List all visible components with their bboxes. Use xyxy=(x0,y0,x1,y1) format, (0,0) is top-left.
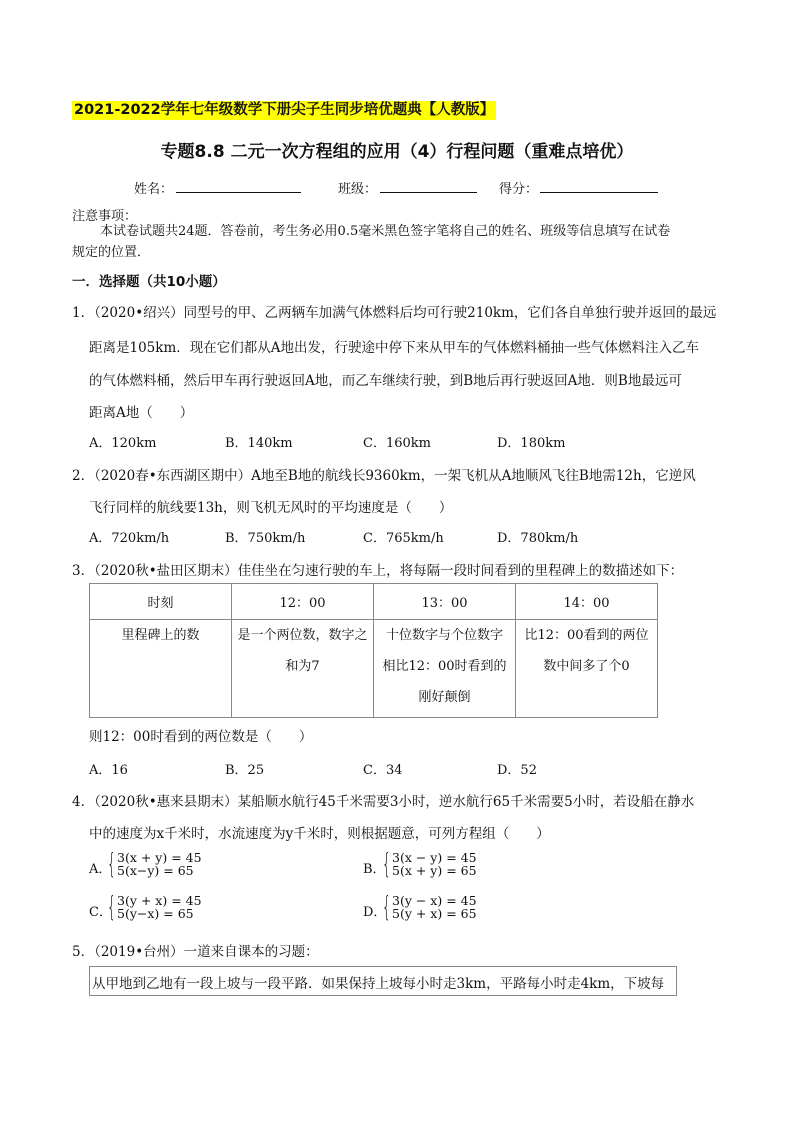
q3-option-b[interactable]: B．25 xyxy=(225,763,265,778)
q2-line-1: 2．（2020春•东西湖区期中）A地至B地的航线长9360km，一架飞机从A地顺风飞往B地需12h，它逆风 xyxy=(72,468,696,484)
q4-b-eq1: 3(x − y) = 45 xyxy=(392,850,477,865)
q2-option-b[interactable]: B．750km/h xyxy=(225,531,306,546)
notice-line-1: 本试卷试题共24题．答卷前，考生务必用0.5毫米黑色签字笔将自己的姓名、班级等信息填写在试卷 xyxy=(100,224,671,239)
q4-option-b[interactable]: B． xyxy=(363,862,386,877)
q1-option-c[interactable]: C．160km xyxy=(363,436,431,451)
q1-option-d[interactable]: D．180km xyxy=(497,436,566,451)
q1-line-2: 距离是105km．现在它们都从A地出发，行驶途中停下来从甲车的气体燃料桶抽一些气体燃料注入乙车 xyxy=(89,340,699,356)
cell-line: 是一个两位数，数字之 xyxy=(237,628,368,643)
q3-option-a[interactable]: A．16 xyxy=(89,763,128,778)
q3-ask: 则12：00时看到的两位数是（ ） xyxy=(89,729,313,745)
q4-a-eq1: 3(x + y) = 45 xyxy=(117,850,202,865)
q4-d-eq1: 3(y − x) = 45 xyxy=(392,893,477,908)
q2-option-d[interactable]: D．780km/h xyxy=(497,531,579,546)
q4-option-a[interactable]: A． xyxy=(89,862,112,877)
cell-line: 和为7 xyxy=(285,659,320,674)
q4-option-d[interactable]: D． xyxy=(363,905,387,920)
q2-line-2: 飞行同样的航线要13h，则飞机无风时的平均速度是（ ） xyxy=(89,500,453,516)
q1-line-4: 距离A地（ ） xyxy=(89,405,194,421)
score-label: 得分： xyxy=(499,182,539,197)
cell-line: 比12：00看到的两位 xyxy=(524,628,649,643)
notice-heading: 注意事项： xyxy=(72,209,138,224)
q4-d-eq2: 5(y + x) = 65 xyxy=(392,906,477,921)
brace-icon: { xyxy=(382,890,391,923)
q2-option-a[interactable]: A．720km/h xyxy=(89,531,170,546)
q4-line-2: 中的速度为x千米时，水流速度为y千米时，则根据题意，可列方程组（ ） xyxy=(89,826,550,842)
q5-box-text: 从甲地到乙地有一段上坡与一段平路．如果保持上坡每小时走3km，平路每小时走4km，下坡每 xyxy=(92,976,665,992)
notice-line-2: 规定的位置． xyxy=(72,245,151,260)
class-label: 班级： xyxy=(338,182,378,197)
row-label-text: 里程碑上的数 xyxy=(121,628,200,643)
q1-line-1: 1．（2020•绍兴）同型号的甲、乙两辆车加满气体燃料后均可行驶210km，它们各自单独行驶并返回的最远 xyxy=(72,305,717,321)
brace-icon: { xyxy=(107,847,116,880)
table-cell xyxy=(232,620,374,718)
brace-icon: { xyxy=(107,890,116,923)
q3-option-c[interactable]: C．34 xyxy=(363,763,403,778)
q4-option-c[interactable]: C． xyxy=(89,905,112,920)
section-heading: 一．选择题（共10小题） xyxy=(72,274,226,290)
score-blank[interactable] xyxy=(540,192,658,193)
q4-c-eq1: 3(y + x) = 45 xyxy=(117,893,202,908)
table-header-cell: 14：00 xyxy=(516,584,658,620)
q3-line-1: 3．（2020秋•盐田区期末）佳佳坐在匀速行驶的车上，将每隔一段时间看到的里程碑上的数描述如下： xyxy=(72,563,684,579)
page-title: 专题8.8 二元一次方程组的应用（4）行程问题（重难点培优） xyxy=(160,142,634,162)
series-banner: 2021-2022学年七年级数学下册尖子生同步培优题典【人教版】 xyxy=(74,102,495,118)
q5-line-1: 5．（2019•台州）一道来自课本的习题： xyxy=(72,944,319,960)
table-cell xyxy=(374,620,516,718)
q1-option-b[interactable]: B．140km xyxy=(225,436,293,451)
table-header-cell: 13：00 xyxy=(374,584,516,620)
cell-line: 刚好颠倒 xyxy=(418,690,471,705)
name-blank[interactable] xyxy=(176,192,301,193)
table-row-label xyxy=(90,620,232,718)
cell-line: 数中间多了个0 xyxy=(543,659,630,674)
q4-c-eq2: 5(y−x) = 65 xyxy=(117,906,194,921)
name-label: 姓名： xyxy=(134,182,174,197)
q1-line-3: 的气体燃料桶，然后甲车再行驶返回A地，而乙车继续行驶，到B地后再行驶返回A地．则B地最远可 xyxy=(89,373,682,389)
cell-line: 十位数字与个位数字 xyxy=(385,628,503,643)
q1-option-a[interactable]: A．120km xyxy=(89,436,157,451)
q2-option-c[interactable]: C．765km/h xyxy=(363,531,444,546)
table-header-cell: 12：00 xyxy=(232,584,374,620)
milestone-table xyxy=(89,583,658,718)
class-blank[interactable] xyxy=(380,192,477,193)
q4-b-eq2: 5(x + y) = 65 xyxy=(392,863,477,878)
q3-option-d[interactable]: D．52 xyxy=(497,763,537,778)
brace-icon: { xyxy=(382,847,391,880)
table-cell xyxy=(516,620,658,718)
q4-line-1: 4．（2020秋•惠来县期末）某船顺水航行45千米需要3小时，逆水航行65千米需要5小时，若设船在静水 xyxy=(72,794,695,810)
cell-line: 相比12：00时看到的 xyxy=(382,659,507,674)
table-header-cell: 时刻 xyxy=(90,584,232,620)
q4-a-eq2: 5(x−y) = 65 xyxy=(117,863,194,878)
